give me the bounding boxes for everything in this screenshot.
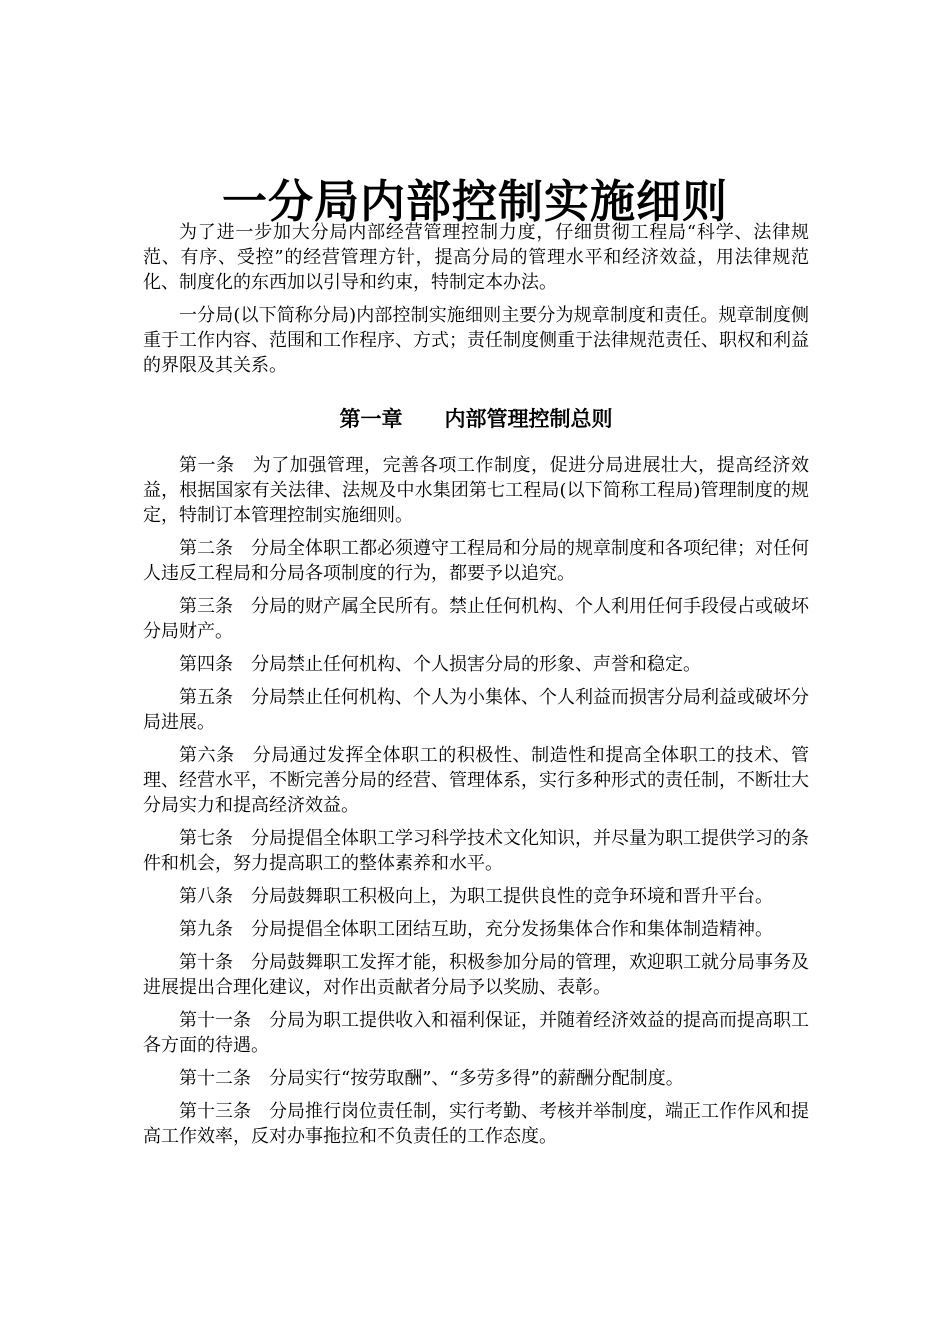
article-9 [143,917,809,942]
article-text: 分局鼓舞职工积极向上，为职工提供良性的竞争环境和晋升平台。 [251,886,773,907]
article-number: 第二条 [179,538,233,559]
article-6 [143,743,809,818]
article-number: 第一条 [179,455,235,476]
article-10 [143,950,809,1000]
article-number: 第十三条 [179,1101,251,1122]
article-text: 分局为职工提供收入和福利保证，并随着经济效益的提高而提高职工各方面的待遇。 [143,1010,809,1056]
article-text: 分局提倡全体职工学习科学技术文化知识，并尽量为职工提供学习的条件和机会，努力提高职工的整体素养和水平。 [143,828,809,874]
article-text: 分局禁止任何机构、个人为小集体、个人利益而损害分局利益或破坏分局进展。 [143,687,809,733]
article-number: 第五条 [179,687,233,708]
article-number: 第十条 [179,952,233,973]
article-text: 分局鼓舞职工发挥才能，积极参加分局的管理，欢迎职工就分局事务及进展提出合理化建议，对作出贡献者分局予以奖励、表彰。 [143,952,809,998]
article-number: 第十一条 [179,1010,251,1031]
article-text: 分局的财产属全民所有。禁止任何机构、个人利用任何手段侵占或破坏分局财产。 [143,596,809,642]
article-number: 第九条 [179,919,233,940]
chapter-number: 第一章 [339,406,403,431]
chapter-heading [143,404,809,434]
intro-paragraph-2: 一分局(以下简称分局)内部控制实施细则主要分为规章制度和责任。规章制度侧重于工作内容、范围和工作程序、方式；责任制度侧重于法律规范责任、职权和利益的界限及其关系。 [143,305,809,376]
article-7 [143,826,809,876]
article-text: 分局禁止任何机构、个人损害分局的形象、声誉和稳定。 [251,654,701,675]
article-3 [143,594,809,644]
article-4 [143,652,809,677]
article-number: 第四条 [179,654,233,675]
article-2 [143,536,809,586]
article-number: 第三条 [179,596,233,617]
article-text: 分局全体职工都必须遵守工程局和分局的规章制度和各项纪律；对任何人违反工程局和分局各项制度的行为，都要予以追究。 [143,538,809,584]
article-text: 为了加强管理，完善各项工作制度，促进分局进展壮大，提高经济效益，根据国家有关法律、法规及中水集团第七工程局(以下简称工程局)管理制度的规定，特制订本管理控制实施细则。 [143,455,809,526]
article-1 [143,453,809,528]
article-8 [143,884,809,909]
article-number: 第八条 [179,886,233,907]
document-body [143,220,809,1157]
article-11 [143,1008,809,1058]
chapter-title: 内部管理控制总则 [444,406,613,431]
article-number: 第七条 [179,828,233,849]
article-13 [143,1099,809,1149]
article-text: 分局通过发挥全体职工的积极性、制造性和提高全体职工的技术、管理、经营水平，不断完善分局的经营、管理体系，实行多种形式的责任制，不断壮大分局实力和提高经济效益。 [143,745,809,816]
document-title: 一分局内部控制实施细则 [221,175,728,229]
article-12 [143,1066,809,1091]
intro-paragraph-1: 为了进一步加大分局内部经营管理控制力度，仔细贯彻工程局“科学、法律规范、有序、受控”的经营管理方针，提高分局的管理水平和经济效益，用法律规范化、制度化的东西加以引导和约束，特制定本办法。 [143,222,809,293]
article-number: 第六条 [179,745,235,766]
article-text: 分局推行岗位责任制，实行考勤、考核并举制度，端正工作作风和提高工作效率，反对办事拖拉和不负责任的工作态度。 [143,1101,809,1147]
article-5 [143,685,809,735]
article-text: 分局提倡全体职工团结互助，充分发扬集体合作和集体制造精神。 [251,919,773,940]
article-number: 第十二条 [179,1068,251,1089]
article-text: 分局实行“按劳取酬”、“多劳多得”的薪酬分配制度。 [269,1068,684,1089]
